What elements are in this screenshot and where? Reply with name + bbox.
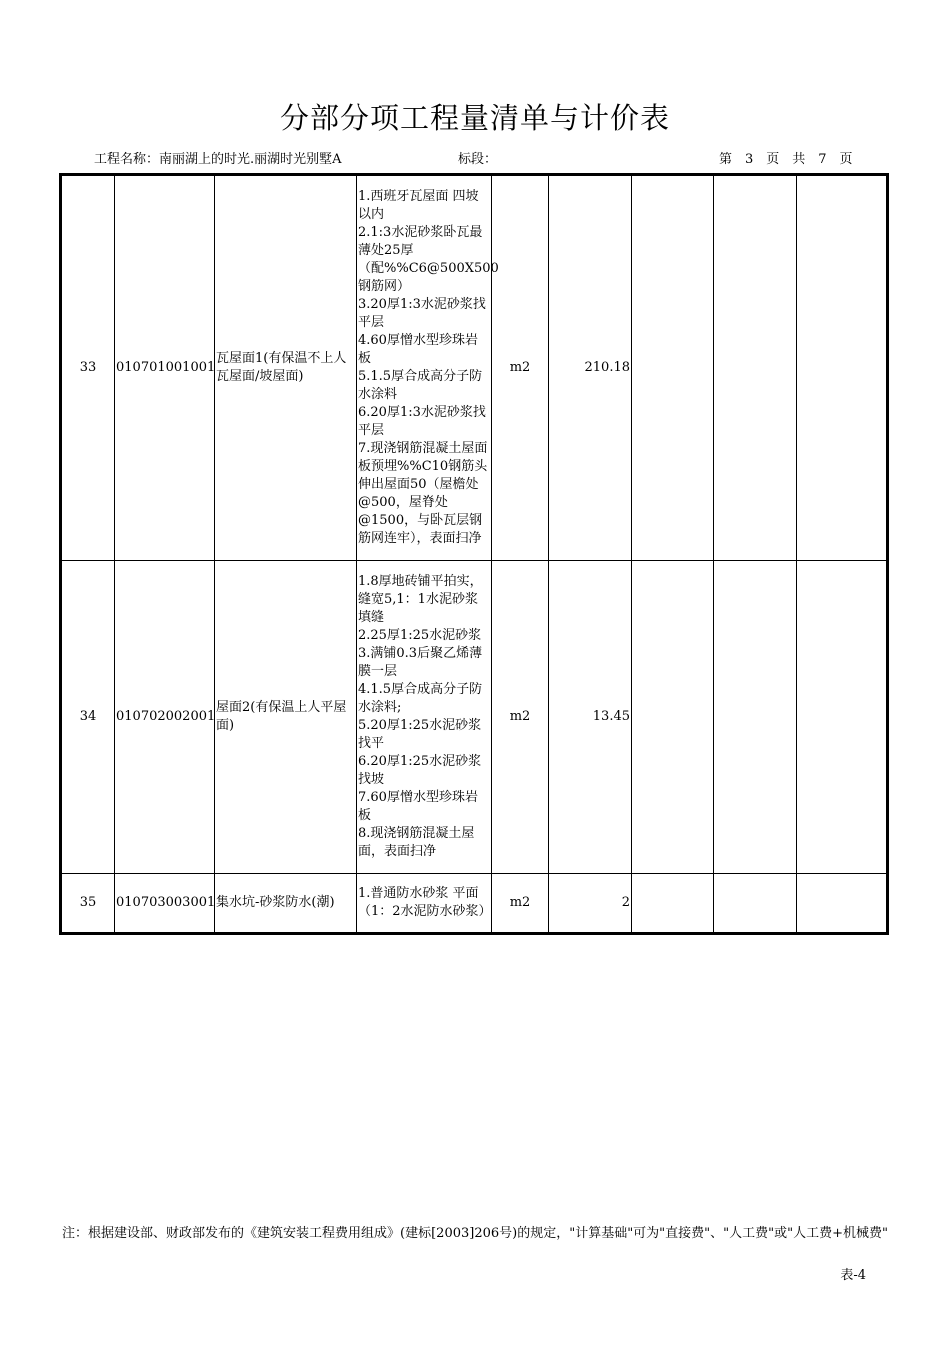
item-name: 集水坑-砂浆防水(潮) [215,874,357,934]
item-name: 瓦屋面1(有保温不上人瓦屋面/坡屋面) [215,175,357,561]
table-row [61,561,888,874]
item-code: 010703003001 [115,874,215,934]
item-features: 1.普通防水砂浆 平面（1：2水泥防水砂浆） [357,874,492,934]
total-price-cell [714,175,797,561]
unit-price-cell [632,874,714,934]
row-number: 34 [61,561,115,874]
row-number: 33 [61,175,115,561]
item-features: 1.西班牙瓦屋面 四坡以内 2.1:3水泥砂浆卧瓦最薄处25厚（配%%C6@500X500钢筋网） 3.20厚1:3水泥砂浆找平层 4.60厚憎水型珍珠岩板 5.1.5厚合成高分子防水涂料 6.20厚1:3水泥砂浆找平层 7.现浇钢筋混凝土屋面板预埋%%C10钢筋头伸出屋面50（屋檐处@500，屋脊处@1500，与卧瓦层钢筋网连牢），表面扫净 [357,175,492,561]
form-number: 表-4 [840,1268,866,1283]
unit-price-cell [632,175,714,561]
unit: m2 [492,874,549,934]
quantity: 210.18 [549,175,632,561]
unit-price-cell [632,561,714,874]
bill-of-quantities-table [59,173,889,935]
row-number: 35 [61,874,115,934]
extra-cell [797,175,888,561]
table-row [61,874,888,934]
total-price-cell [714,561,797,874]
unit: m2 [492,561,549,874]
quantity: 2 [549,874,632,934]
table-row [61,175,888,561]
total-price-cell [714,874,797,934]
extra-cell [797,561,888,874]
page-indicator: 第 3 页 共 7 页 [719,152,853,167]
item-code: 010701001001 [115,175,215,561]
quantity: 13.45 [549,561,632,874]
unit: m2 [492,175,549,561]
project-name: 工程名称：南丽湖上的时光.丽湖时光别墅A [94,152,342,167]
extra-cell [797,874,888,934]
section-label: 标段： [458,152,498,167]
page-title: 分部分项工程量清单与计价表 [279,101,670,135]
item-features: 1.8厚地砖铺平拍实，缝宽5,1：1水泥砂浆填缝 2.25厚1:25水泥砂浆 3.满铺0.3后聚乙烯薄膜一层 4.1.5厚合成高分子防水涂料; 5.20厚1:25水泥砂浆找平 6.20厚1:25水泥砂浆找坡 7.60厚憎水型珍珠岩板 8.现浇钢筋混凝土屋面，表面扫净 [357,561,492,874]
item-code: 010702002001 [115,561,215,874]
footer-note: 注：根据建设部、财政部发布的《建筑安装工程费用组成》(建标[2003]206号)的规定，"计算基础"可为"直接费"、"人工费"或"人工费+机械费" [62,1226,888,1241]
item-name: 屋面2(有保温上人平屋面) [215,561,357,874]
